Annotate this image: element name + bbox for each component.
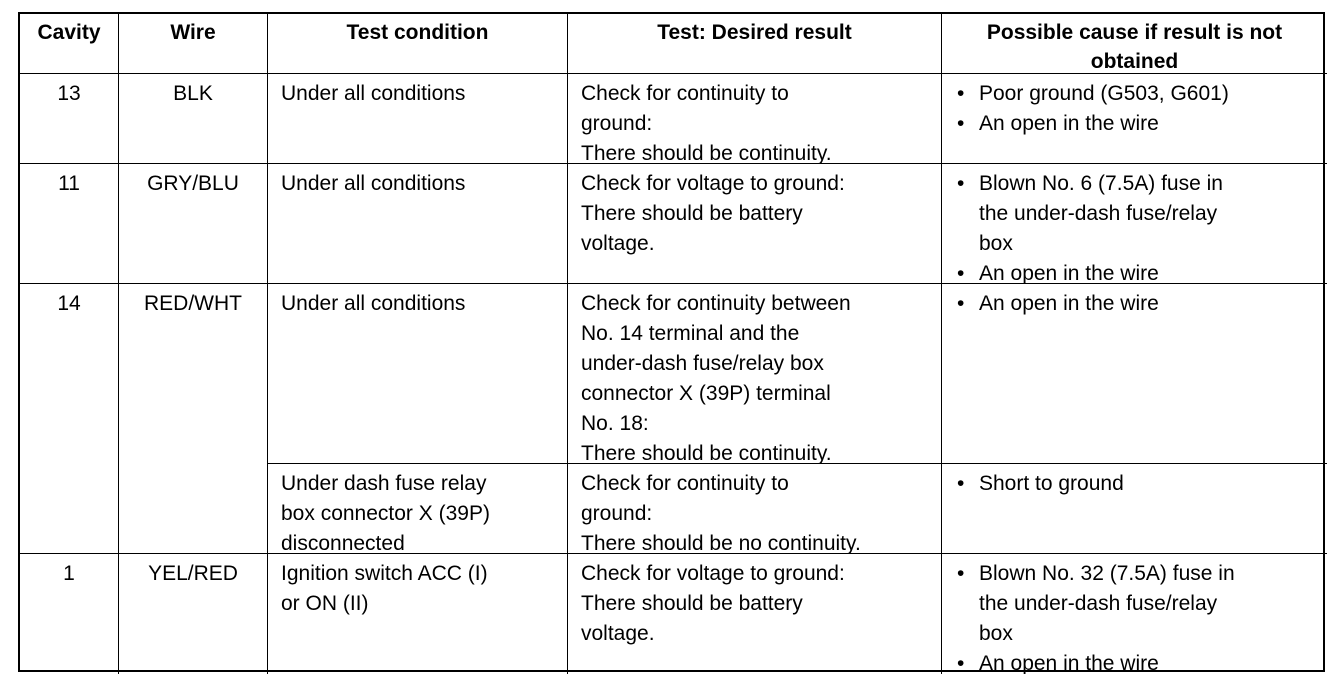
cell-desired-result (568, 464, 942, 554)
condition-line: box connector X (39P) (281, 502, 490, 525)
cause-item: • An open in the wire (955, 649, 1327, 674)
cause-item: • An open in the wire (955, 259, 1327, 284)
condition-line: disconnected (281, 532, 405, 554)
cause-item: • An open in the wire (955, 109, 1327, 139)
bullet-icon: • (957, 292, 965, 315)
cell-desired-result (568, 284, 942, 464)
result-line: voltage. (581, 232, 655, 255)
wiring-test-table (18, 12, 1325, 672)
result-line: There should be continuity. (581, 142, 832, 164)
condition-line: Under dash fuse relay (281, 472, 487, 495)
cause-item: • Short to ground (955, 469, 1327, 499)
cause-item: • Blown No. 32 (7.5A) fuse in (955, 559, 1327, 589)
condition-line: Under all conditions (281, 172, 466, 195)
result-line: No. 18: (581, 412, 649, 435)
cell-test-condition (268, 554, 568, 674)
condition-line: Under all conditions (281, 82, 466, 105)
cause-item-continuation: the under-dash fuse/relay (979, 592, 1218, 615)
result-line: voltage. (581, 622, 655, 645)
bullet-icon: • (957, 262, 965, 284)
bullet-icon: • (957, 652, 965, 674)
result-line: No. 14 terminal and the (581, 322, 800, 345)
condition-line: Under all conditions (281, 292, 466, 315)
result-line: Check for continuity to (581, 82, 789, 105)
result-line: There should be battery (581, 592, 803, 615)
cause-item: • Blown No. 6 (7.5A) fuse in (955, 169, 1327, 199)
cause-item-continuation: the under-dash fuse/relay (979, 202, 1218, 225)
cell-desired-result (568, 164, 942, 284)
bullet-icon: • (957, 472, 965, 495)
header-desired-result: Test: Desired result (568, 14, 942, 74)
header-possible-cause-line: obtained (1090, 50, 1179, 73)
cell-cavity: 1 (20, 554, 119, 674)
header-wire: Wire (119, 14, 268, 74)
cell-possible-cause (942, 164, 1327, 284)
result-line: ground: (581, 502, 653, 525)
cell-wire: GRY/BLU (119, 164, 268, 284)
cell-desired-result (568, 74, 942, 164)
cell-possible-cause (942, 284, 1327, 464)
bullet-icon: • (957, 562, 965, 585)
bullet-icon: • (957, 82, 965, 105)
bullet-icon: • (957, 172, 965, 195)
result-line: under-dash fuse/relay box (581, 352, 824, 375)
cell-wire: RED/WHT (119, 284, 268, 554)
cell-cavity: 11 (20, 164, 119, 284)
condition-line: or ON (II) (281, 592, 369, 615)
cell-possible-cause (942, 464, 1327, 554)
cell-cavity: 13 (20, 74, 119, 164)
condition-line: Ignition switch ACC (I) (281, 562, 488, 585)
cause-item: • An open in the wire (955, 289, 1327, 319)
result-line: Check for voltage to ground: (581, 562, 845, 585)
cell-test-condition (268, 464, 568, 554)
result-line: ground: (581, 112, 653, 135)
result-line: There should be no continuity. (581, 532, 861, 554)
cause-item-continuation: box (979, 232, 1013, 255)
result-line: connector X (39P) terminal (581, 382, 831, 405)
result-line: There should be continuity. (581, 442, 832, 464)
cell-test-condition (268, 74, 568, 164)
cell-possible-cause (942, 74, 1327, 164)
cause-item: • Poor ground (G503, G601) (955, 79, 1327, 109)
header-cavity: Cavity (20, 14, 119, 74)
cell-desired-result (568, 554, 942, 674)
header-possible-cause-line: Possible cause if result is not (986, 21, 1283, 44)
result-line: There should be battery (581, 202, 803, 225)
result-line: Check for continuity between (581, 292, 851, 315)
cell-wire: YEL/RED (119, 554, 268, 674)
cause-item-continuation: box (979, 622, 1013, 645)
header-test-condition: Test condition (268, 14, 568, 74)
result-line: Check for continuity to (581, 472, 789, 495)
cell-cavity: 14 (20, 284, 119, 554)
cell-test-condition (268, 284, 568, 464)
cell-wire: BLK (119, 74, 268, 164)
cell-possible-cause (942, 554, 1327, 674)
cell-test-condition (268, 164, 568, 284)
result-line: Check for voltage to ground: (581, 172, 845, 195)
bullet-icon: • (957, 112, 965, 135)
header-possible-cause (942, 14, 1327, 74)
